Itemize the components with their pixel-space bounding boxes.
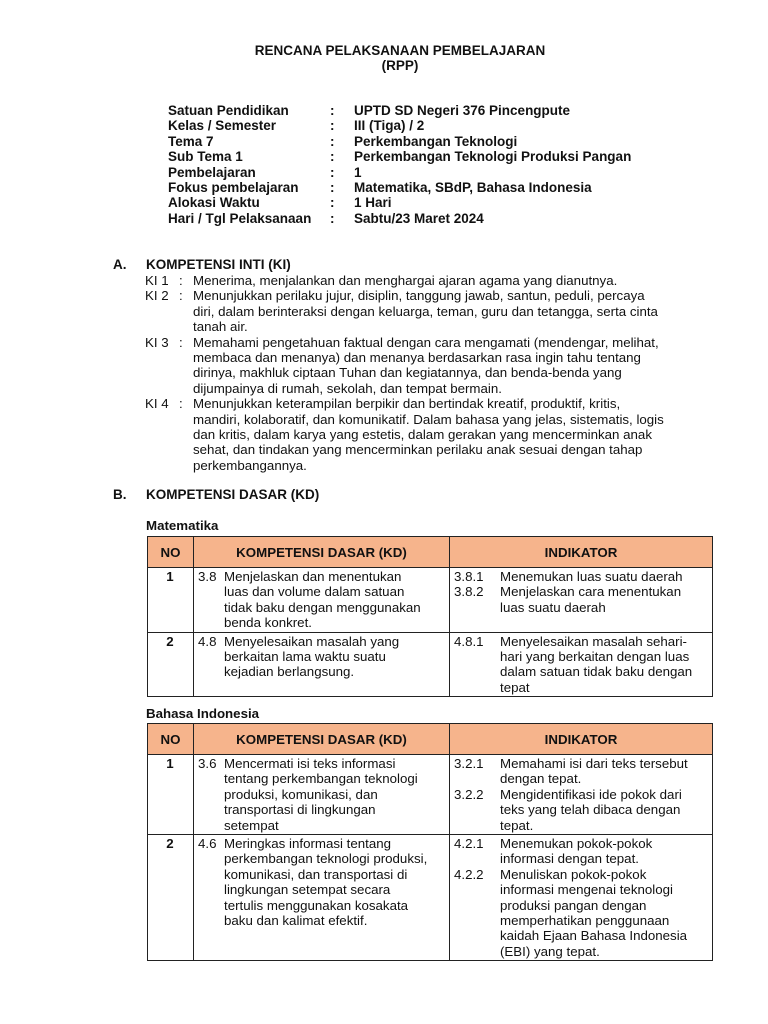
kd-line: baku dan kalimat efektif. — [224, 913, 368, 929]
indikator-line: tepat — [500, 679, 530, 695]
indikator-line: informasi dengan tepat. — [500, 851, 639, 867]
kd-item — [198, 836, 444, 928]
indikator-item — [454, 634, 707, 696]
row-number: 1 — [148, 568, 194, 633]
kd-text — [224, 569, 444, 631]
table-row — [148, 755, 713, 835]
section-a-letter: A. — [113, 257, 127, 272]
ki-item — [145, 335, 695, 397]
table-row — [148, 568, 713, 633]
indikator-code: 3.8.1 — [454, 569, 484, 584]
header-kd: KOMPETENSI DASAR (KD) — [194, 537, 450, 568]
info-row — [168, 180, 631, 195]
kd-code: 3.8 — [198, 569, 217, 584]
indikator-item — [454, 569, 707, 584]
info-row — [168, 149, 631, 164]
kd-cell — [194, 632, 450, 697]
ki-line: dijumpainya di rumah, sekolah, dan tempat bermain. — [193, 380, 502, 396]
indikator-text — [500, 836, 707, 867]
indikator-code: 3.2.2 — [454, 786, 484, 802]
info-colon: : — [330, 103, 335, 118]
indikator-line: Menjelaskan cara menentukan — [500, 584, 682, 600]
indikator-line: teks yang telah dibaca dengan — [500, 802, 681, 818]
info-label: Satuan Pendidikan — [168, 103, 289, 118]
title-line-2: (RPP) — [381, 58, 419, 73]
kd-code: 4.8 — [198, 633, 217, 649]
indikator-item — [454, 584, 707, 615]
kd-code: 4.6 — [198, 836, 217, 852]
indikator-line: luas suatu daerah — [500, 599, 606, 615]
kd-item — [198, 634, 444, 680]
kd-line: benda konkret. — [224, 615, 312, 631]
header-indikator: INDIKATOR — [450, 724, 713, 755]
ki-line: diri, dalam berinteraksi dengan keluarga, teman, guru dan tetangga, serta cinta — [193, 303, 658, 319]
indikator-item — [454, 756, 707, 787]
info-value: Matematika, SBdP, Bahasa Indonesia — [354, 179, 592, 195]
ki-line: Menunjukkan perilaku jujur, disiplin, tanggung jawab, santun, peduli, percaya — [193, 288, 645, 304]
header-indikator: INDIKATOR — [450, 537, 713, 568]
indikator-line: kaidah Ejaan Bahasa Indonesia — [500, 928, 688, 944]
kd-line: tidak baku dengan menggunakan — [224, 599, 421, 615]
indikator-code: 4.8.1 — [454, 633, 484, 649]
indikator-text — [500, 787, 707, 833]
info-colon: : — [330, 118, 335, 134]
kd-line: transportasi di lingkungan — [224, 802, 376, 818]
info-colon: : — [330, 149, 335, 165]
kd-line: Menyelesaikan masalah yang — [224, 633, 400, 649]
indikator-line: Menuliskan pokok-pokok — [500, 866, 647, 882]
ki-line: Memahami pengetahuan faktual dengan cara mengamati (mendengar, melihat, — [193, 334, 659, 350]
ki-text — [193, 396, 695, 473]
header-no: NO — [148, 724, 194, 755]
indikator-text — [500, 584, 707, 615]
indikator-line: memperhatikan penggunaan — [500, 913, 670, 929]
info-label: Pembelajaran — [168, 164, 256, 180]
ki-line: tanah air. — [193, 319, 248, 335]
indikator-code: 4.2.1 — [454, 836, 484, 852]
indikator-line: Menyelesaikan masalah sehari- — [500, 633, 687, 649]
kd-line: Menjelaskan dan menentukan — [224, 569, 402, 584]
kd-text — [224, 836, 444, 928]
info-row — [168, 195, 631, 210]
kd-line: lingkungan setempat secara — [224, 882, 391, 898]
info-row — [168, 165, 631, 180]
kd-line: setempat — [224, 817, 279, 833]
kd-code: 3.6 — [198, 756, 217, 771]
header-kd: KOMPETENSI DASAR (KD) — [194, 724, 450, 755]
indikator-line: Menemukan luas suatu daerah — [500, 569, 683, 584]
ki-label: KI 4 — [145, 396, 169, 412]
identity-block — [168, 103, 631, 226]
kd-line: Meringkas informasi tentang — [224, 836, 392, 852]
indikator-text — [500, 867, 707, 959]
row-number: 2 — [148, 632, 194, 697]
ki-line: dirinya, makhluk ciptaan Tuhan dan kegiatannya, dan benda-benda yang — [193, 365, 622, 381]
kd-line: tentang perkembangan teknologi — [224, 771, 418, 787]
kd-item — [198, 569, 444, 631]
info-value: Sabtu/23 Maret 2024 — [354, 210, 484, 226]
kd-line: komunikasi, dan transportasi di — [224, 866, 408, 882]
title-line-1: RENCANA PELAKSANAAN PEMBELAJARAN — [254, 43, 546, 58]
ki-item — [145, 396, 695, 473]
info-row — [168, 134, 631, 149]
kd-cell — [194, 568, 450, 633]
indikator-line: hari yang berkaitan dengan luas — [500, 649, 690, 665]
kd-line: luas dan volume dalam satuan — [224, 584, 405, 600]
kd-table-matematika — [147, 536, 713, 697]
kd-line: berkaitan lama waktu suatu — [224, 649, 386, 665]
table-header-row — [148, 724, 713, 755]
info-row — [168, 103, 631, 118]
info-row — [168, 118, 631, 133]
ki-colon: : — [179, 273, 183, 288]
table-header-row — [148, 537, 713, 568]
ki-line: sehat, dan tindakan yang mencerminkan perilaku anak sesuai dengan tahap — [193, 442, 643, 458]
info-colon: : — [330, 179, 335, 195]
kd-item — [198, 756, 444, 833]
indikator-cell — [450, 755, 713, 835]
ki-colon: : — [179, 288, 183, 304]
indikator-code: 4.2.2 — [454, 866, 484, 882]
indikator-line: tepat. — [500, 817, 534, 833]
kd-cell — [194, 755, 450, 835]
info-label: Sub Tema 1 — [168, 149, 243, 165]
ki-line: Menerima, menjalankan dan menghargai ajaran agama yang dianutnya. — [193, 273, 618, 288]
ki-text — [193, 335, 695, 397]
info-label: Alokasi Waktu — [168, 195, 260, 211]
kd-line: Mencermati isi teks informasi — [224, 756, 396, 771]
indikator-code: 3.2.1 — [454, 756, 484, 771]
indikator-line: dalam satuan tidak baku dengan — [500, 664, 693, 680]
indikator-cell — [450, 568, 713, 633]
indikator-line: dengan tepat. — [500, 771, 582, 787]
ki-line: perkembangannya. — [193, 457, 307, 473]
info-label: Hari / Tgl Pelaksanaan — [168, 210, 312, 226]
indikator-item — [454, 867, 707, 959]
kd-line: tertulis menggunakan kosakata — [224, 897, 409, 913]
section-a-title: KOMPETENSI INTI (KI) — [146, 257, 291, 272]
info-value: 1 Hari — [354, 195, 392, 211]
info-colon: : — [330, 210, 335, 226]
info-colon: : — [330, 195, 335, 211]
indikator-cell — [450, 632, 713, 697]
ki-colon: : — [179, 396, 183, 412]
indikator-cell — [450, 835, 713, 961]
kd-table-bahasa-indonesia — [147, 723, 713, 961]
row-number: 1 — [148, 755, 194, 835]
info-colon: : — [330, 133, 335, 149]
info-label: Kelas / Semester — [168, 118, 277, 134]
section-b-title: KOMPETENSI DASAR (KD) — [146, 487, 320, 502]
indikator-line: (EBI) yang tepat. — [500, 943, 600, 959]
ki-item — [145, 273, 695, 288]
document-title — [0, 43, 768, 73]
ki-line: dan kritis, dalam karya yang estetis, dalam gerakan yang mencerminkan anak — [193, 427, 652, 443]
kd-text — [224, 756, 444, 833]
section-a-heading — [113, 257, 291, 272]
kd-line: perkembangan teknologi produksi, — [224, 851, 428, 867]
info-value: UPTD SD Negeri 376 Pincengpute — [354, 103, 571, 118]
indikator-text — [500, 634, 707, 696]
ki-item — [145, 288, 695, 334]
indikator-item — [454, 787, 707, 833]
section-b-heading — [113, 487, 319, 502]
info-row — [168, 211, 631, 226]
ki-line: membaca dan menanya) dan menanya berdasarkan rasa ingin tahu tentang — [193, 350, 641, 366]
info-label: Fokus pembelajaran — [168, 179, 299, 195]
ki-text — [193, 273, 695, 288]
ki-colon: : — [179, 334, 183, 350]
ki-label: KI 2 — [145, 288, 169, 304]
info-value: Perkembangan Teknologi — [354, 133, 518, 149]
table-row — [148, 835, 713, 961]
indikator-item — [454, 836, 707, 867]
kd-line: kejadian berlangsung. — [224, 664, 355, 680]
header-no: NO — [148, 537, 194, 568]
kd-text — [224, 634, 444, 680]
indikator-text — [500, 756, 707, 787]
indikator-code: 3.8.2 — [454, 584, 484, 600]
info-value: III (Tiga) / 2 — [354, 118, 425, 134]
indikator-line: Mengidentifikasi ide pokok dari — [500, 786, 682, 802]
info-colon: : — [330, 164, 335, 180]
table-row — [148, 632, 713, 697]
subject-matematika-heading: Matematika — [146, 518, 219, 533]
indikator-line: informasi mengenai teknologi — [500, 882, 673, 898]
row-number: 2 — [148, 835, 194, 961]
info-value: 1 — [354, 164, 362, 180]
ki-label: KI 1 — [145, 273, 169, 288]
subject-bahasa-heading: Bahasa Indonesia — [146, 706, 260, 721]
indikator-text — [500, 569, 707, 584]
ki-line: Menunjukkan keterampilan berpikir dan bertindak kreatif, produktif, kritis, — [193, 396, 621, 412]
ki-list — [145, 273, 695, 473]
section-b-letter: B. — [113, 487, 127, 502]
kd-line: produksi, komunikasi, dan — [224, 786, 378, 802]
indikator-line: Memahami isi dari teks tersebut — [500, 756, 688, 771]
indikator-line: Menemukan pokok-pokok — [500, 836, 653, 852]
indikator-line: produksi pangan dengan — [500, 897, 647, 913]
ki-label: KI 3 — [145, 334, 169, 350]
info-value: Perkembangan Teknologi Produksi Pangan — [354, 149, 632, 165]
kd-cell — [194, 835, 450, 961]
info-label: Tema 7 — [168, 133, 214, 149]
ki-line: mandiri, kolaboratif, dan komunikatif. Dalam bahasa yang jelas, sistematis, logis — [193, 411, 664, 427]
ki-text — [193, 288, 695, 334]
